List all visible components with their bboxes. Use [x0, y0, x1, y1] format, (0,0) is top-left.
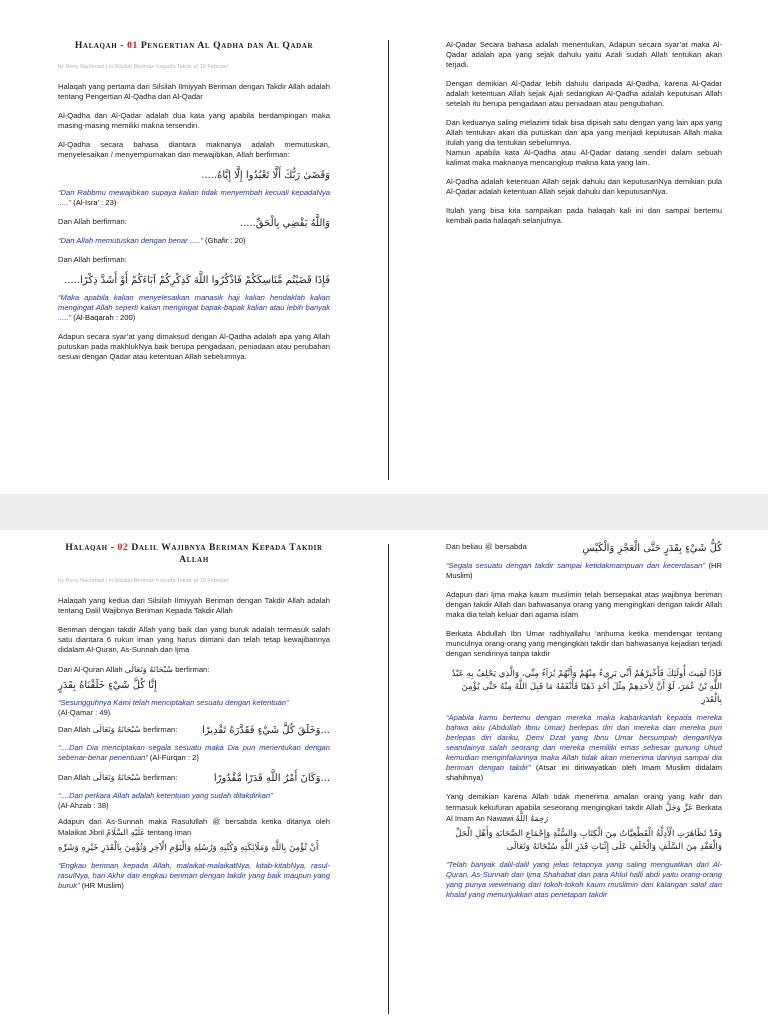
- arabic-atsar: فَإِذَا لَقِيتَ أُولَئِكَ فَأَخْبِرْهُمْ أَنِّي بَرِيءٌ مِنْهُمْ وَأَنَّهُمْ بُرَآءُ مِنِّي، وَالَّذِي يَحْلِفُ بِهِ عَبْدُ اللَّهِ بْنُ عُمَرَ، لَوْ أَنَّ لِأَحَدِهِمْ مِثْلَ أُحُدٍ ذَهَبًا فَأَنْفَقَهُ مَا قَبِلَ اللَّهُ مِنْهُ حَتَّى يُؤْمِنَ بِالْقَدَرِ: [451, 669, 722, 705]
- paragraph: Dengan demikian Al-Qadar lebih dahulu daripada Al-Qadha, karena Al-Qadar adalah ketentuan Allah sejak Ajali sedangkan Al-Qadha adalah keputusan Allah setelah itu berupa pengadaan atau peniadaan atau pengubahan.: [446, 79, 722, 108]
- paragraph: Al-Qadha dan Al-Qadar adalah dua kata yang apabila berdampingan maka masing-masing memiliki makna tersendiri.: [58, 111, 330, 130]
- arabic-glorification: عَزَّ وَجَلَّ: [665, 802, 694, 812]
- verse-translation: [58, 791, 330, 811]
- atsar-translation: [446, 713, 722, 783]
- title-text: Pengertian Al Qadha dan Al Qadar: [137, 40, 314, 51]
- translation-text: “....Dan Dia menciptakan segala sesuatu maka Dia pun menentukan dengan sebenar-benar penentuan”: [58, 743, 330, 762]
- quote-translation: “Telah banyak dalil-dalil yang jelas tetapnya yang saling menguatkan dari Al-Quran, As-Sunnah dan Ijma Shahabat dan para Ahlul halli abdi yaitu orang-orang yang punya wewenang dari tokoh-tokoh kaum muslimin dari kalangan salaf dan khalaf yang menunjukkan atas penetapan takdir: [446, 860, 722, 899]
- intro-text: Dan Allah: [58, 773, 93, 782]
- paragraph: Namun apabila kata Al-Qadha atau Al-Qadar datang sendiri dalam sebuah kalimat maka maknanya mencangkup makna kata yang lain.: [446, 148, 722, 167]
- arabic-verse: ...وَكَانَ أَمْرُ اللَّهِ قَدَرًا مَّقْدُورًا: [213, 773, 330, 784]
- translation-text: “Dan Rabbmu mewajibkan supaya kalian tidak menyembah kecuali kepadaNya .....”: [58, 188, 330, 207]
- hadith-reference: (HR Muslim): [446, 561, 723, 580]
- intro-text: Dan Allah: [58, 725, 93, 734]
- salawat-symbol: ﷺ: [484, 543, 493, 551]
- atsar-reference: (Atsar ini diriwayatkan oleh Imam Muslim didalam shahihnya): [446, 763, 722, 782]
- paragraph-text: Yang demikian karena Allah tidak menerima amalan orang yang kafir dan termasuk kekufuran apabila seseorang mengingkari takdir Allah: [446, 792, 722, 812]
- translation-text: “Maka apabila kalian menyelesaikan manasik haji kalian hendaklah kalian mengingat Allah seperti kalian mengingat bapak-bapak kalian atau lebih banyak .....”: [58, 293, 330, 322]
- page2-left-column: [58, 542, 330, 900]
- intro-text: berfirman:: [141, 773, 178, 782]
- arabic-verse: وَاللَّهُ يَقْضِي بِالْحَقِّ.....: [239, 218, 330, 229]
- byline: by Rony Nachmad | in Silsilah Beriman Kepada Takdir at 18 Februari: [58, 64, 229, 70]
- translation-text: “....Dan perkara Allah adalah ketentuan yang sudah ditakdirkan”: [58, 791, 273, 800]
- intro-text: berfirman:: [173, 665, 210, 674]
- arabic-glorification: سُبْحَانَهُ وَتَعَالَى: [92, 724, 142, 734]
- page-1: [0, 0, 768, 494]
- hadith-reference: (HR Muslim): [79, 881, 124, 890]
- arabic-verse: ...وَخَلَقَ كُلَّ شَيْءٍ فَقَدَّرَهُ تَقْدِيرًا: [202, 725, 330, 736]
- hadith-intro: [446, 542, 527, 552]
- article-title: [58, 40, 330, 52]
- paragraph: [58, 817, 330, 838]
- intro-text: berfirman:: [141, 725, 178, 734]
- translation-text: “Engkau beriman kepada Allah, malaikat-malaikatNya, kitab-kitabNya, rasul-rasulNya, hari Akhir dan engkau beriman dengan takdir yang baik maupun yang buruk”: [58, 861, 330, 890]
- verse-reference: (Al-Ahzab : 38): [58, 801, 109, 810]
- arabic-quote: وَقَدْ تَظَاهَرَتِ الْأَدِلَّةُ الْقَطْعِيَّاتُ مِنَ الْكِتَابِ وَالسُّنَّةِ وَإِجْمَاعِ الصَّحَابَةِ وَأَهْلِ الْحَلِّ وَالْعَقْدِ مِنَ السَّلَفِ وَالْخَلَفِ عَلَى إِثْبَاتِ قَدَرِ اللَّهِ سُبْحَانَهُ وَتَعَالَى: [455, 829, 722, 852]
- arabic-salutation: عَلَيْهِ السَّلَامُ: [106, 827, 146, 837]
- paragraph: Halaqah yang pertama dari Silsilah Ilmiyyah Beriman dengan Takdir Allah adalah tentang Pengertian Al-Qadha dan Al-Qadar: [58, 82, 330, 101]
- verse-intro: [58, 664, 330, 675]
- intro-text: bersabda: [492, 542, 527, 551]
- page1-left-column: [58, 40, 330, 371]
- paragraph-text: Adapun dari As-Sunnah maka Rasulullah: [58, 817, 212, 826]
- arabic-hadith: كُلُّ شَيْءٍ بِقَدَرٍ حَتَّى الْعَجْزِ وَالْكَيْسِ: [582, 543, 722, 554]
- hadith-intro-row: [446, 542, 722, 555]
- title-prefix: Halaqah -: [74, 40, 128, 51]
- title-number: 02: [117, 542, 129, 553]
- hadith-translation: [446, 561, 722, 581]
- page-2: [0, 530, 768, 1024]
- verse-intro: [58, 772, 177, 783]
- paragraph-text: tentang iman: [145, 828, 192, 837]
- intro-text: Dari Al-Quran Allah: [58, 665, 125, 674]
- verse-reference: (Al-Isra’ : 23): [71, 198, 117, 207]
- paragraph: Berkata Abdullah Ibn Umar radhiyallahu ‘anhuma ketika mendengar tentang munculnya orang-orang yang mengingkari takdir dan bahwasanya kejadian terjadi dengan sendirinya tanpa takdir: [446, 629, 722, 658]
- verse-translation: [58, 698, 330, 718]
- paragraph: Adapun secara syar’at yang dimaksud dengan Al-Qadha adalah apa yang Allah putuskan pada makhlukNya baik berupa pengadaan, peniadaan atau perubahan sesuai dengan Qadar atau ketentuan Allah sebelumnya.: [58, 332, 330, 361]
- verse-reference: (Al-Baqarah : 200): [71, 313, 136, 322]
- translation-text: “Dan Allah memutuskan dengan benar .....”: [58, 236, 203, 245]
- verse-translation: [58, 188, 330, 208]
- paragraph: Halaqah yang kedua dari Silsilah Ilmiyyah Beriman dengan Takdir Allah adalah tentang Dalil Wajibnya Beriman Kepada Takdir Allah: [58, 596, 330, 615]
- verse-intro-row: [58, 217, 330, 230]
- title-number: 01: [127, 40, 138, 51]
- column-divider: [388, 40, 389, 480]
- paragraph: Dan keduanya saling melazimi tidak bisa dipisah satu dengan yang lain apa yang Allah tentukan akan dia putuskan dan apa yang menjadi keputusan Allah maka itulah yang dia tentukan sebelumnya.: [446, 118, 722, 147]
- byline: by Rony Nachmad | in Silsilah Beriman Kepada Takdir at 19 Februari: [58, 578, 229, 584]
- verse-intro: [58, 724, 177, 735]
- translation-text: “Apabila kamu bertemu dengan mereka maka kabarkanlah kepada mereka bahwa aku (Abdullah Ibnu Umar) berlepas diri dari mereka dan mereka pun berlepas diri dariku, Demi Dzat yang Ibnu Umar bersumpah denganNya seandainya salah seorang dari mereka memiliki emas sebesar gunung Uhud kemudian menginfakannya maka Allah tidak akan menerima darinya sampai dia beriman dengan takdir”: [446, 713, 722, 772]
- arabic-verse: إِنَّا كُلَّ شَيْءٍ خَلَقْنَاهُ بِقَدَرٍ: [58, 680, 157, 691]
- intro-text: Dan beliau: [446, 542, 485, 551]
- verse-intro: Dan Allah berfirman:: [58, 217, 127, 226]
- paragraph-text: bersabda ketika ditanya oleh Malaikat Jibril: [58, 817, 330, 837]
- hadith-translation: [58, 861, 330, 891]
- verse-reference: (Al-Qamar : 49): [58, 708, 111, 717]
- paragraph: Beriman dengan takdir Allah yang baik dan yang buruk adalah termasuk salah satu diantara 6 rukun iman yang harus diimani dan telah tetap kewajibannya didalam Al-Quran, As-Sunnah dan Ijma: [58, 625, 330, 654]
- verse-intro: Dan Allah berfirman:: [58, 255, 127, 264]
- verse-translation: [58, 236, 330, 246]
- arabic-hadith: أَنْ تُؤْمِنَ بِاللَّهِ وَمَلَائِكَتِهِ وَكُتُبِهِ وَرُسُلِهِ وَالْيَوْمِ الْآخِرِ وَتُؤْمِنَ بِالْقَدَرِ خَيْرِهِ وَشَرِّهِ: [58, 843, 319, 853]
- paragraph-text: Berkata Al Imam An Nawawi: [446, 803, 722, 823]
- title-text: Dalil Wajibnya Beriman Kepada Takdir Allah: [128, 542, 323, 565]
- column-divider: [388, 544, 389, 1014]
- paragraph: Al-Qadar Secara bahasa adalah menentukan, Adapun secara syar’at maka Al-Qadar adalah apa yang sejak dahulu yaitu Azali sudah Allah tentukan akan terjadi.: [446, 40, 722, 69]
- arabic-verse: فَإِذَا قَضَيْتُم مَّنَاسِكَكُمْ فَاذْكُرُوا اللَّهَ كَذِكْرِكُمْ آبَاءَكُمْ أَوْ أَشَدَّ ذِكْرًا.....: [64, 275, 330, 286]
- paragraph: Al-Qadha adalah ketentuan Allah sejak dahulu dan keputusanNya demikian pula Al-Qadar adalah ketentuan Allah sejak dahulu dan keputusanNya.: [446, 177, 722, 196]
- article-title: [58, 542, 330, 566]
- verse-intro-row: [58, 772, 330, 785]
- arabic-prayer: رَحِمَهُ اللَّهُ: [515, 813, 549, 823]
- paragraph: Al-Qadha secara bahasa diantara maknanya adalah memutuskan, menyelesaikan / menyempurnakan dan mewajibkan, Allah berfirman:: [58, 140, 330, 159]
- translation-text: “Sesungguhnya Kami telah menciptakan sesuatu dengan ketentuan”: [58, 698, 289, 707]
- paragraph: [446, 792, 722, 824]
- verse-translation: [58, 743, 330, 763]
- verse-reference: (Ghafir : 20): [202, 236, 246, 245]
- verse-reference: (Al-Furqan : 2): [147, 753, 199, 762]
- paragraph: Adapun dari Ijma maka kaum muslimin telah bersepakat atas wajibnya beriman dengan takdir Allah dan bahwasanya orang yang mengingkari dengan takdir Allah maka dia telah keluar dari agama islam: [446, 590, 722, 619]
- arabic-glorification: سُبْحَانَهُ وَتَعَالَى: [124, 664, 174, 674]
- arabic-verse: وَقَضَىٰ رَبُّكَ أَلَّا تَعْبُدُوا إِلَّا إِيَّاهُ.....: [201, 170, 330, 181]
- arabic-glorification: سُبْحَانَهُ وَتَعَالَى: [92, 772, 142, 782]
- page1-right-column: [446, 40, 722, 235]
- salawat-symbol: ﷺ: [212, 818, 221, 826]
- verse-translation: [58, 293, 330, 323]
- title-prefix: Halaqah -: [65, 542, 118, 553]
- paragraph: Itulah yang bisa kita sampaikan pada halaqah kali ini dan sampai bertemu kembali pada halaqah selanjutnya.: [446, 206, 722, 225]
- translation-text: “Segala sesuatu dengan takdir sampai ketidakmampuan dan kecerdasan”: [446, 561, 705, 570]
- page2-right-column: [446, 542, 722, 909]
- verse-intro-row: [58, 724, 330, 737]
